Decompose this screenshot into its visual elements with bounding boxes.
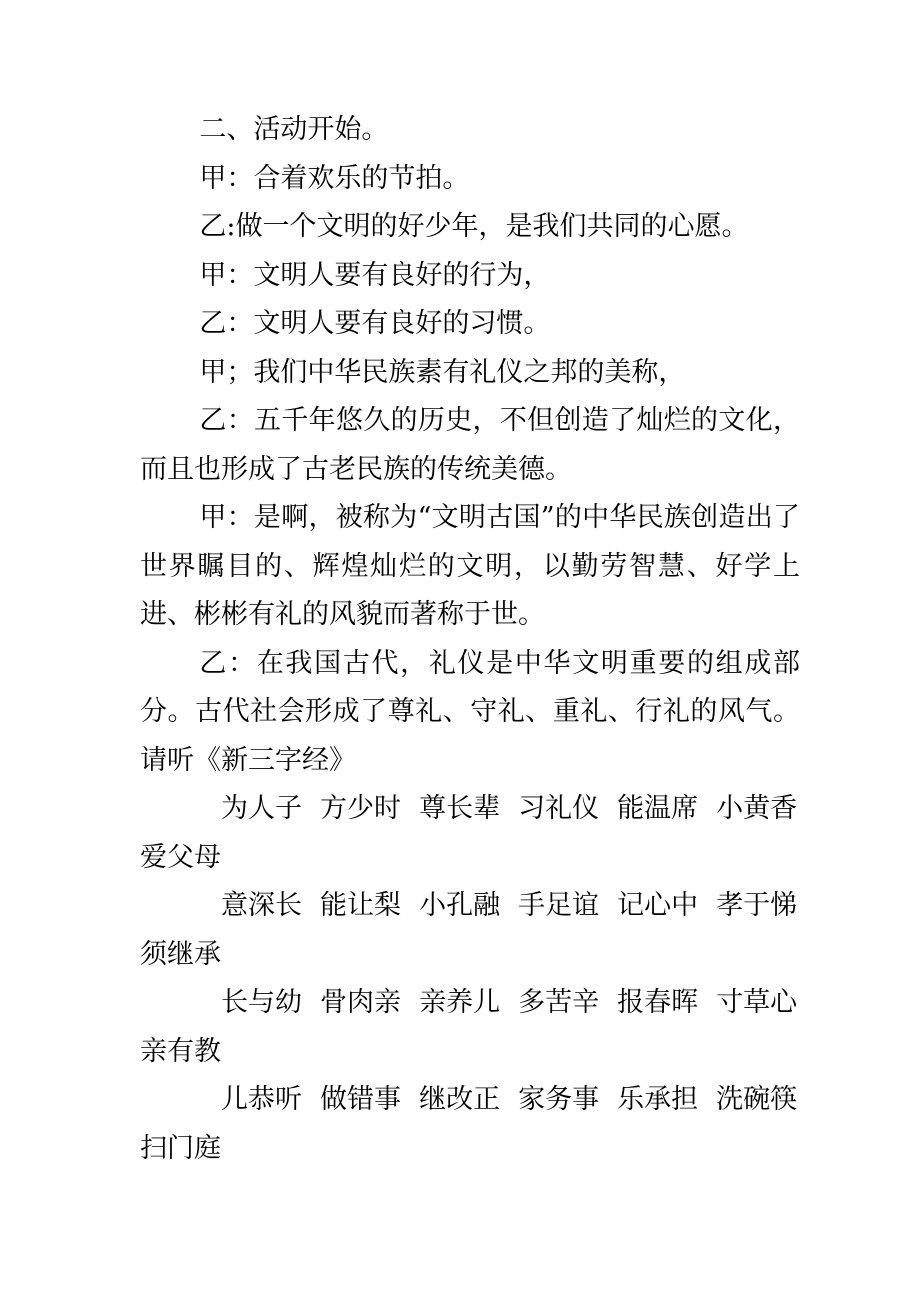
dialogue-line: 乙：五千年悠久的历史，不但创造了灿烂的文化，而且也形成了古老民族的传统美德。 [140, 405, 800, 485]
dialogue-line: 乙：在我国古代，礼仪是中华文明重要的组成部分。古代社会形成了尊礼、守礼、重礼、行礼的风气。请听《新三字经》 [140, 647, 800, 776]
dialogue-line: 甲；我们中华民族素有礼仪之邦的美称， [199, 356, 686, 388]
section-heading: 二、活动开始。 [199, 114, 389, 145]
dialogue-line: 乙:做一个文明的好少年，是我们共同的心愿。 [199, 211, 749, 242]
verse-stanza: 为人子 方少时 尊长辈 习礼仪 能温席 小黄香 爱父母 [140, 793, 798, 873]
dialogue-line: 乙：文明人要有良好的习惯。 [199, 308, 551, 339]
document-page [140, 106, 800, 1173]
verse-stanza: 儿恭听 做错事 继改正 家务事 乐承担 洗碗筷 扫门庭 [140, 1084, 798, 1164]
dialogue-line: 甲：合着欢乐的节拍。 [199, 162, 470, 194]
dialogue-line: 甲：是啊，被称为“文明古国”的中华民族创造出了世界瞩目的、辉煌灿烂的文明，以勤劳智慧、好学上进、彬彬有礼的风貌而著称于世。 [140, 502, 800, 630]
verse-stanza: 长与幼 骨肉亲 亲养儿 多苦辛 报春晖 寸草心 亲有教 [140, 987, 798, 1067]
verse-stanza: 意深长 能让梨 小孔融 手足谊 记心中 孝于悌 须继承 [140, 890, 798, 970]
dialogue-line: 甲：文明人要有良好的行为， [199, 259, 551, 291]
